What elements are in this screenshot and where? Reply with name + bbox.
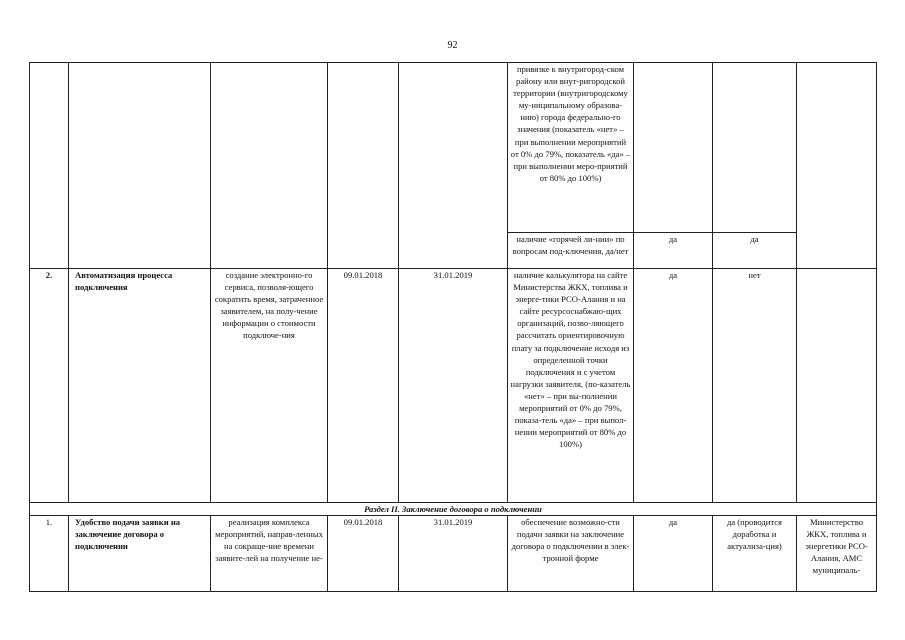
row-number: 2. xyxy=(30,269,69,503)
table-row xyxy=(30,269,877,503)
value-cell: да xyxy=(634,516,713,592)
value-cell: да xyxy=(634,233,713,269)
indicator-cell: привязке к внутригород-ском району или внут-ригородской территории (внутригородскому му-ниципальному образова-нию) города федерально-го значения (показатель «нет» – при выполнении мероприятий от 0% до 79%, показатель «да» – при выполнении меро-приятий от 80% до 100%) xyxy=(508,63,634,233)
section-title: Раздел II. Заключение договора о подключении xyxy=(30,503,877,516)
measure-description: создание электронно-го сервиса, позволя-ющего сократить время, затраченное заявителем, на полу-чение информации о стоимости подключе-ния xyxy=(211,269,328,503)
value-cell: да xyxy=(634,269,713,503)
measure-title: Автоматизация процесса подключения xyxy=(69,269,211,503)
table-row xyxy=(30,63,877,233)
start-date: 09.01.2018 xyxy=(328,269,399,503)
row-number: 1. xyxy=(30,516,69,592)
indicator-cell: наличие «горячей ли-нии» по вопросам под-ключения, да/нет xyxy=(508,233,634,269)
end-date: 31.01.2019 xyxy=(399,516,508,592)
page-number: 92 xyxy=(447,40,458,51)
measures-table xyxy=(29,62,877,592)
indicator-cell: наличие калькулятора на сайте Министерства ЖКХ, топлива и энерге-тики РСО-Алания и на сайте ресурсоснабжаю-щих организаций, позво-ляющего рассчитать ориентировочную плату за подключение исходя из определенной точки подключения и с учетом нагрузки заявителя, (по-казатель «нет» – при вы-полнении мероприятий от 0% до 79%, показа-тель «да» – при выпол-нении мероприятий от 80% до 100%) xyxy=(508,269,634,503)
measure-title: Удобство подачи заявки на заключение договора о подключении xyxy=(69,516,211,592)
measure-description: реализация комплекса мероприятий, направ-ленных на сокраще-ние времени заявите-лей на получение не- xyxy=(211,516,328,592)
end-date: 31.01.2019 xyxy=(399,269,508,503)
indicator-cell: обеспечение возможно-сти подачи заявки на заключение договора о подключении в элек-тронной форме xyxy=(508,516,634,592)
table-row xyxy=(30,516,877,592)
value-cell: да (проводится доработка и актуализа-ция) xyxy=(713,516,797,592)
start-date: 09.01.2018 xyxy=(328,516,399,592)
section-heading-row xyxy=(30,503,877,516)
value-cell: да xyxy=(713,233,797,269)
value-cell: нет xyxy=(713,269,797,503)
responsible-cell: Министерство ЖКХ, топлива и энергетики РСО-Алания, АМС муниципаль- xyxy=(797,516,877,592)
